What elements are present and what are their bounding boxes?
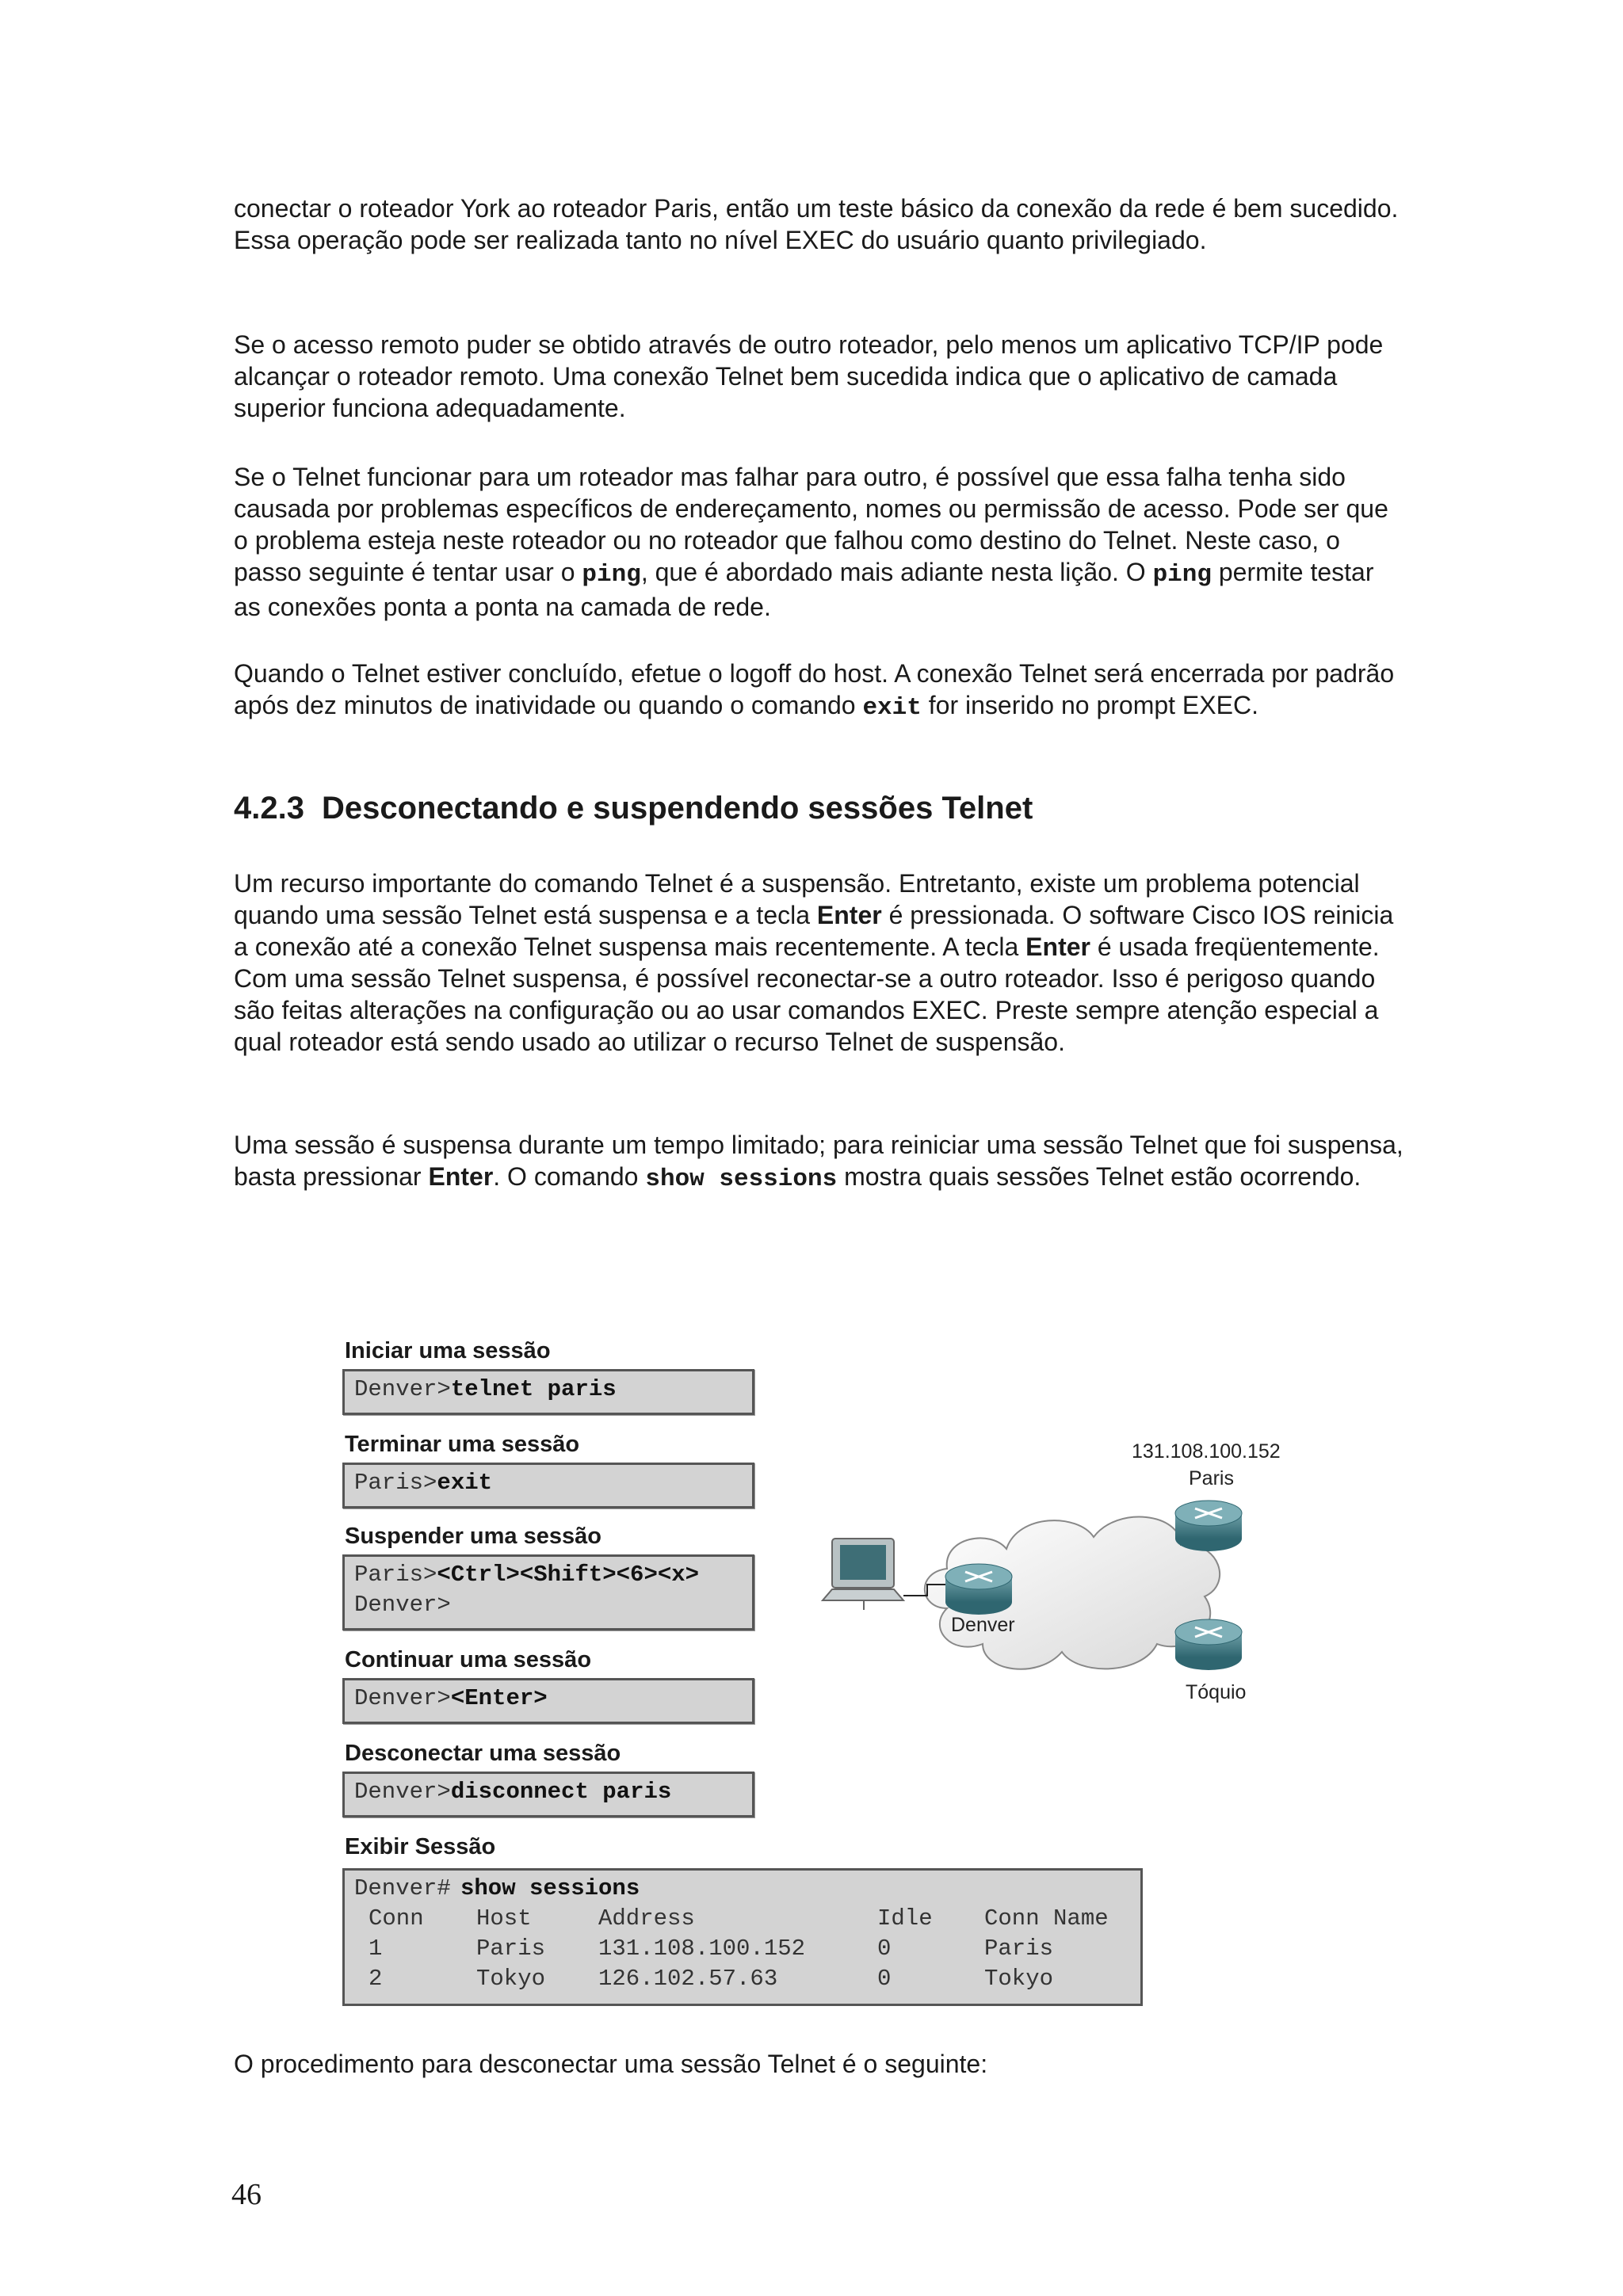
command-box-disconnect: Denver>disconnect paris — [342, 1772, 754, 1817]
paris-ip-label: 131.108.100.152 — [1132, 1440, 1281, 1463]
page-number: 46 — [231, 2178, 262, 2211]
router-icon-tokyo — [1175, 1619, 1242, 1670]
command-box-resume: Denver><Enter> — [342, 1678, 754, 1724]
figure-label-resume: Continuar uma sessão — [345, 1647, 592, 1672]
command-box-suspend: Paris><Ctrl><Shift><6><x> Denver> — [342, 1554, 754, 1630]
paragraph-4: Quando o Telnet estiver concluído, efetue o logoff do host. A conexão Telnet será encerrada por padrão após dez minutos de inatividade ou quando o comando exit for inserido no prompt EXEC. — [234, 659, 1395, 722]
figure-label-suspend: Suspender uma sessão — [345, 1524, 601, 1549]
paragraph-5: Um recurso importante do comando Telnet é a suspensão. Entretanto, existe um problema potencial quando uma sessão Telnet está suspensa e a tecla Enter é pressionada. O software Cisco IOS reinicia a conexão até a conexão Telnet suspensa mais recentemente. A tecla Enter é usada freqüentemente. Com uma sessão Telnet suspensa, é possível reconectar-se a outro roteador. Isso é perigoso quando são feitas alterações na configuração ou ao usar comandos EXEC. Preste sempre atenção especial a qual roteador está sendo usado ao utilizar o recurso Telnet de suspensão. — [234, 869, 1394, 1056]
figure-label-show: Exibir Sessão — [345, 1834, 496, 1859]
section-heading: 4.2.3 Desconectando e suspendendo sessões Telnet — [234, 791, 1033, 826]
inline-code-exit: exit — [862, 694, 922, 722]
router-icon-paris — [1175, 1501, 1242, 1551]
command-box-start: Denver>telnet paris — [342, 1369, 754, 1415]
paragraph-7: O procedimento para desconectar uma sessão Telnet é o seguinte: — [234, 2050, 988, 2078]
table-row: 1 Paris 131.108.100.152 0 Paris — [369, 1936, 1054, 1962]
figure-label-end: Terminar uma sessão — [345, 1432, 580, 1457]
paris-label: Paris — [1189, 1467, 1234, 1489]
command-box-end: Paris>exit — [342, 1463, 754, 1508]
inline-code-ping: ping — [582, 561, 641, 589]
paragraph-1: conectar o roteador York ao roteador Paris, então um teste básico da conexão da rede é bem sucedido. Essa operação pode ser realizada tanto no nível EXEC do usuário quanto privilegiado. — [234, 194, 1399, 254]
denver-label: Denver — [951, 1614, 1015, 1636]
sessions-header-row: Conn Host Address Idle Conn Name — [369, 1905, 1109, 1932]
paragraph-2: Se o acesso remoto puder se obtido através de outro roteador, pelo menos um aplicativo TCP/IP pode alcançar o roteador remoto. Uma conexão Telnet bem sucedida indica que o aplicativo de camada superior funciona adequadamente. — [234, 330, 1384, 422]
router-icon-denver — [945, 1564, 1012, 1615]
tokyo-label: Tóquio — [1186, 1681, 1247, 1703]
inline-code-show-sessions: show sessions — [645, 1165, 838, 1193]
paragraph-3: Se o Telnet funcionar para um roteador mas falhar para outro, é possível que essa falha tenha sido causada por problemas específicos de endereçamento, nomes ou permissão de acesso. Pode ser que o problema esteja neste roteador ou no roteador que falhou como destino do Telnet. Neste caso, o passo seguinte é tentar usar o ping, que é abordado mais adiante nesta lição. O ping permite testar as conexões ponta a ponta na camada de rede. — [234, 463, 1388, 621]
table-row: 2 Tokyo 126.102.57.63 0 Tokyo — [369, 1966, 1054, 1992]
figure-label-start: Iniciar uma sessão — [345, 1338, 551, 1363]
paragraph-6: Uma sessão é suspensa durante um tempo limitado; para reiniciar uma sessão Telnet que foi suspensa, basta pressionar Enter. O comando show sessions mostra quais sessões Telnet estão ocorrendo. — [234, 1131, 1403, 1193]
inline-code-ping: ping — [1152, 561, 1212, 589]
show-sessions-output: Denver# show sessions Conn Host Address Idle Conn Name 1 Paris 131.108.100.152 0 Paris 2 Tokyo 126.102.57.63 0 Tokyo — [342, 1868, 1143, 2006]
figure-label-disconnect: Desconectar uma sessão — [345, 1741, 621, 1766]
